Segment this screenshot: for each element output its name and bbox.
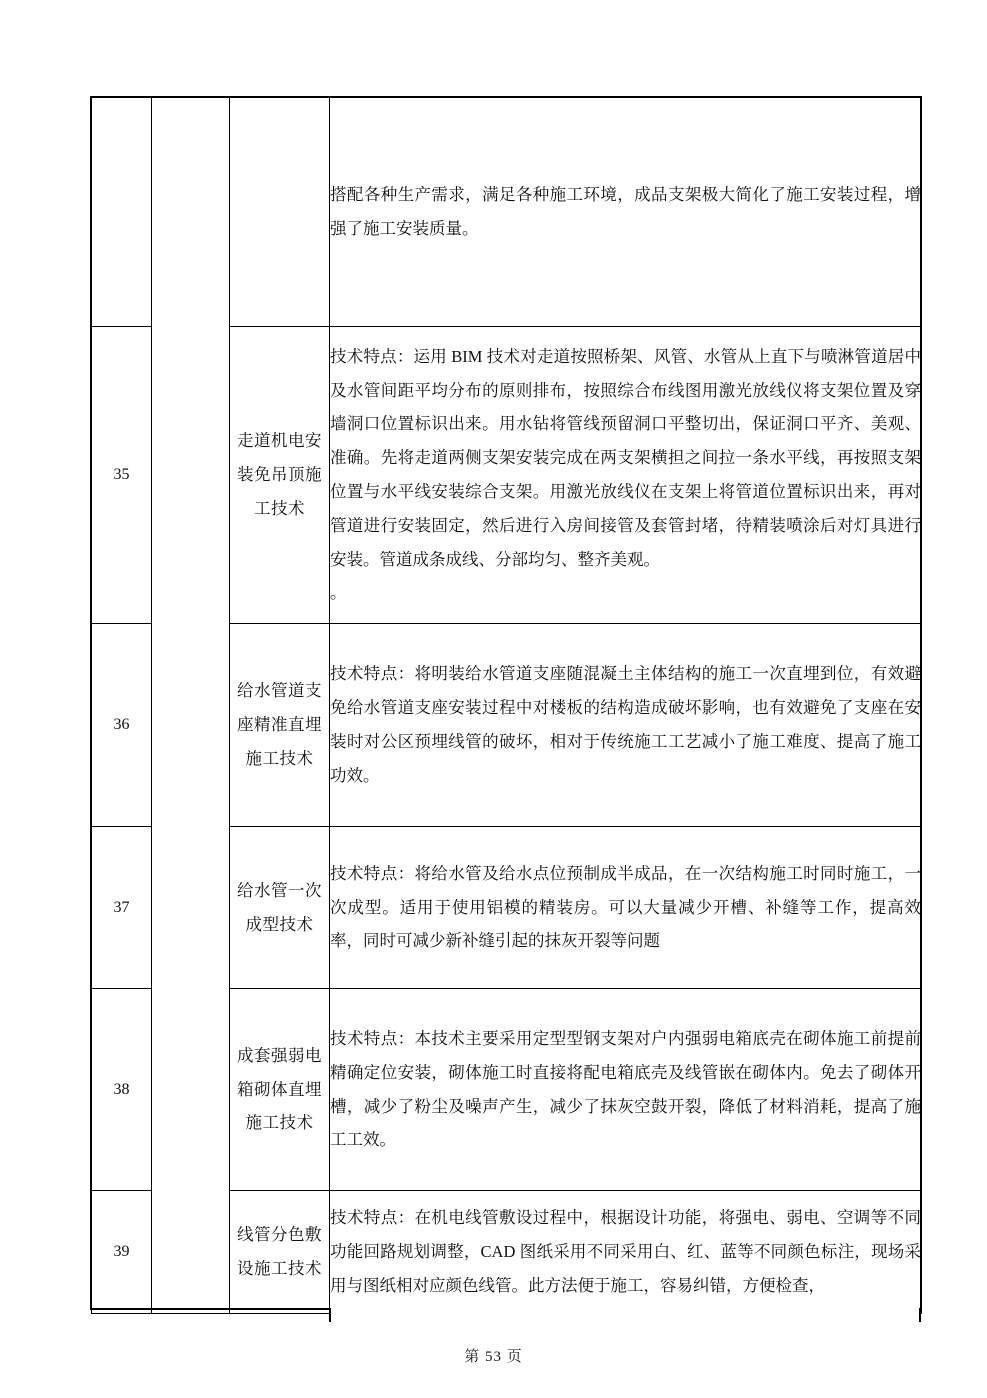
technology-name-cell: 成套强弱电箱砌体直埋施工技术 — [230, 989, 330, 1191]
technology-table-wrapper — [91, 97, 921, 1314]
technology-name-cell: 给水管道支座精准直埋施工技术 — [230, 624, 330, 827]
technology-description-cell — [330, 1191, 922, 1314]
technology-description-cell — [330, 327, 922, 624]
row-number-cell: 36 — [92, 624, 152, 827]
description-paragraph: 技术特点：在机电线管敷设过程中，根据设计功能，将强电、弱电、空调等不同功能回路规划调整，CAD 图纸采用不同采用白、红、蓝等不同颜色标注，现场采用与图纸相对应颜色线管。此方法便于施工，容易纠错，方便检查， — [330, 1208, 921, 1295]
row-number-cell: 35 — [92, 327, 152, 624]
technology-description-cell — [330, 624, 922, 827]
row-number-cell: 37 — [92, 827, 152, 989]
description-paragraph: 技术特点：本技术主要采用定型型钢支架对户内强弱电箱底壳在砌体施工前提前精确定位安装，砌体施工时直接将配电箱底壳及线管嵌在砌体内。免去了砌体开槽，减少了粉尘及噪声产生，减少了抹灰空鼓开裂，降低了材料消耗，提高了施工工效。 — [330, 1028, 921, 1150]
description-paragraph: 技术特点：运用 BIM 技术对走道按照桥架、风管、水管从上直下与喷淋管道居中及水管间距平均分布的原则排布，按照综合布线图用激光放线仪将支架位置及穿墙洞口位置标识出来。用水钻将管线预留洞口平整切出，保证洞口平齐、美观、准确。先将走道两侧支架安装完成在两支架横担之间拉一条水平线，再按照支架位置与水平线安装综合支架。用激光放线仪在支架上将管道位置标识出来，再对管道进行安装固定，然后进行入房间接管及套管封堵，待精装喷涂后对灯具进行安装。管道成条成线、分部均匀、整齐美观。 — [330, 346, 921, 569]
technology-name-cell: 线管分色敷设施工技术 — [230, 1191, 330, 1314]
technology-name-cell: 走道机电安装免吊顶施工技术 — [230, 327, 330, 624]
description-paragraph: 搭配各种生产需求，满足各种施工环境，成品支架极大简化了施工安装过程，增强了施工安装质量。 — [330, 185, 921, 238]
technology-description-cell — [330, 989, 922, 1191]
row-number-cell: 38 — [92, 989, 152, 1191]
blank-span-cell — [152, 98, 230, 1314]
technology-table — [91, 97, 922, 1314]
page-footer: 第 53 页 — [464, 1349, 523, 1365]
row-number-cell: 39 — [92, 1191, 152, 1314]
technology-name-cell: 给水管一次成型技术 — [230, 827, 330, 989]
technology-name-cell — [230, 98, 330, 327]
description-paragraph: 技术特点：将给水管及给水点位预制成半成品，在一次结构施工时同时施工，一次成型。适用于使用铝模的精装房。可以大量减少开槽、补缝等工作，提高效率，同时可减少新补缝引起的抹灰开裂等问题 — [330, 863, 921, 951]
table-row — [92, 98, 922, 327]
description-trailing-mark: 。 — [330, 583, 347, 603]
description-paragraph: 技术特点：将明装给水管道支座随混凝土主体结构的施工一次直埋到位，有效避免给水管道支座安装过程中对楼板的结构造成破坏影响，也有效避免了支座在安装时对公区预埋线管的破坏，相对于传统施工工艺减小了施工难度、提高了施工功效。 — [330, 664, 921, 785]
technology-description-cell — [330, 98, 922, 327]
row-number-cell — [92, 98, 152, 327]
technology-description-cell — [330, 827, 922, 989]
